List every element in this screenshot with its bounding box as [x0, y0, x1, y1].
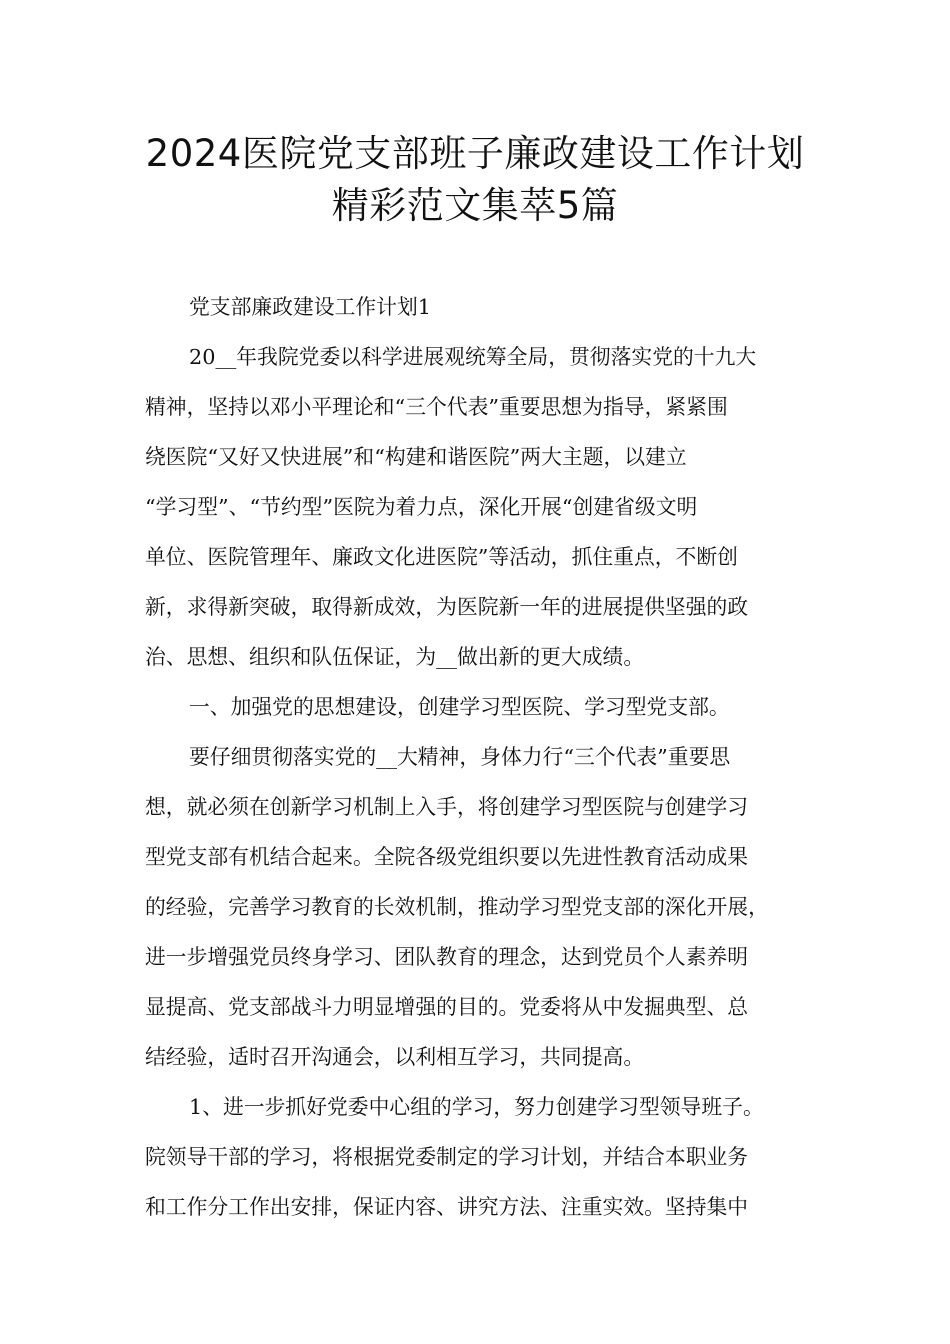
- section-heading: [145, 282, 825, 332]
- paragraph-line: 治、思想、组织和队伍保证，为__做出新的更大成绩。: [145, 645, 645, 669]
- paragraph-line: 1、进一步抓好党委中心组的学习，努力创建学习型领导班子。: [189, 1095, 764, 1119]
- paragraph-line: 20__年我院党委以科学进展观统筹全局，贯彻落实党的十九大: [189, 345, 757, 369]
- title-line-1: 2024医院党支部班子廉政建设工作计划: [145, 132, 805, 175]
- paragraph: [145, 1082, 825, 1232]
- paragraph-line: 显提高、党支部战斗力明显增强的目的。党委将从中发掘典型、总: [145, 995, 749, 1019]
- paragraph-line: 结经验，适时召开沟通会，以利相互学习，共同提高。: [145, 1045, 645, 1069]
- paragraph-line: 一、加强党的思想建设，创建学习型医院、学习型党支部。: [189, 695, 730, 719]
- paragraph-line: 想，就必须在创新学习机制上入手，将创建学习型医院与创建学习: [145, 795, 749, 819]
- paragraph-line: “学习型”、“节约型”医院为着力点，深化开展“创建省级文明: [145, 495, 698, 519]
- paragraph-line: 进一步增强党员终身学习、团队教育的理念，达到党员个人素养明: [145, 945, 749, 969]
- paragraph-line: 院领导干部的学习，将根据党委制定的学习计划，并结合本职业务: [145, 1145, 749, 1169]
- paragraph-line: 和工作分工作出安排，保证内容、讲究方法、注重实效。坚持集中: [145, 1195, 749, 1219]
- document-title: [100, 128, 850, 232]
- paragraph-line: 要仔细贯彻落实党的__大精神，身体力行“三个代表”重要思: [189, 745, 731, 769]
- document-body: [145, 282, 825, 1232]
- paragraph: [145, 732, 825, 1082]
- title-line-2: 精彩范文集萃5篇: [331, 184, 619, 227]
- paragraph-line: 单位、医院管理年、廉政文化进医院”等活动，抓住重点，不断创: [145, 545, 738, 569]
- paragraph: [145, 332, 825, 682]
- paragraph-line: 党支部廉政建设工作计划1: [189, 295, 431, 319]
- paragraph-line: 型党支部有机结合起来。全院各级党组织要以先进性教育活动成果: [145, 845, 749, 869]
- paragraph-line: 新，求得新突破，取得新成效，为医院新一年的进展提供坚强的政: [145, 595, 749, 619]
- paragraph-line: 绕医院“又好又快进展”和“构建和谐医院”两大主题，以建立: [145, 445, 687, 469]
- paragraph-line: 精神，坚持以邓小平理论和“三个代表”重要思想为指导，紧紧围: [145, 395, 728, 419]
- section-heading: [145, 682, 825, 732]
- paragraph-line: 的经验，完善学习教育的长效机制，推动学习型党支部的深化开展，: [145, 895, 769, 919]
